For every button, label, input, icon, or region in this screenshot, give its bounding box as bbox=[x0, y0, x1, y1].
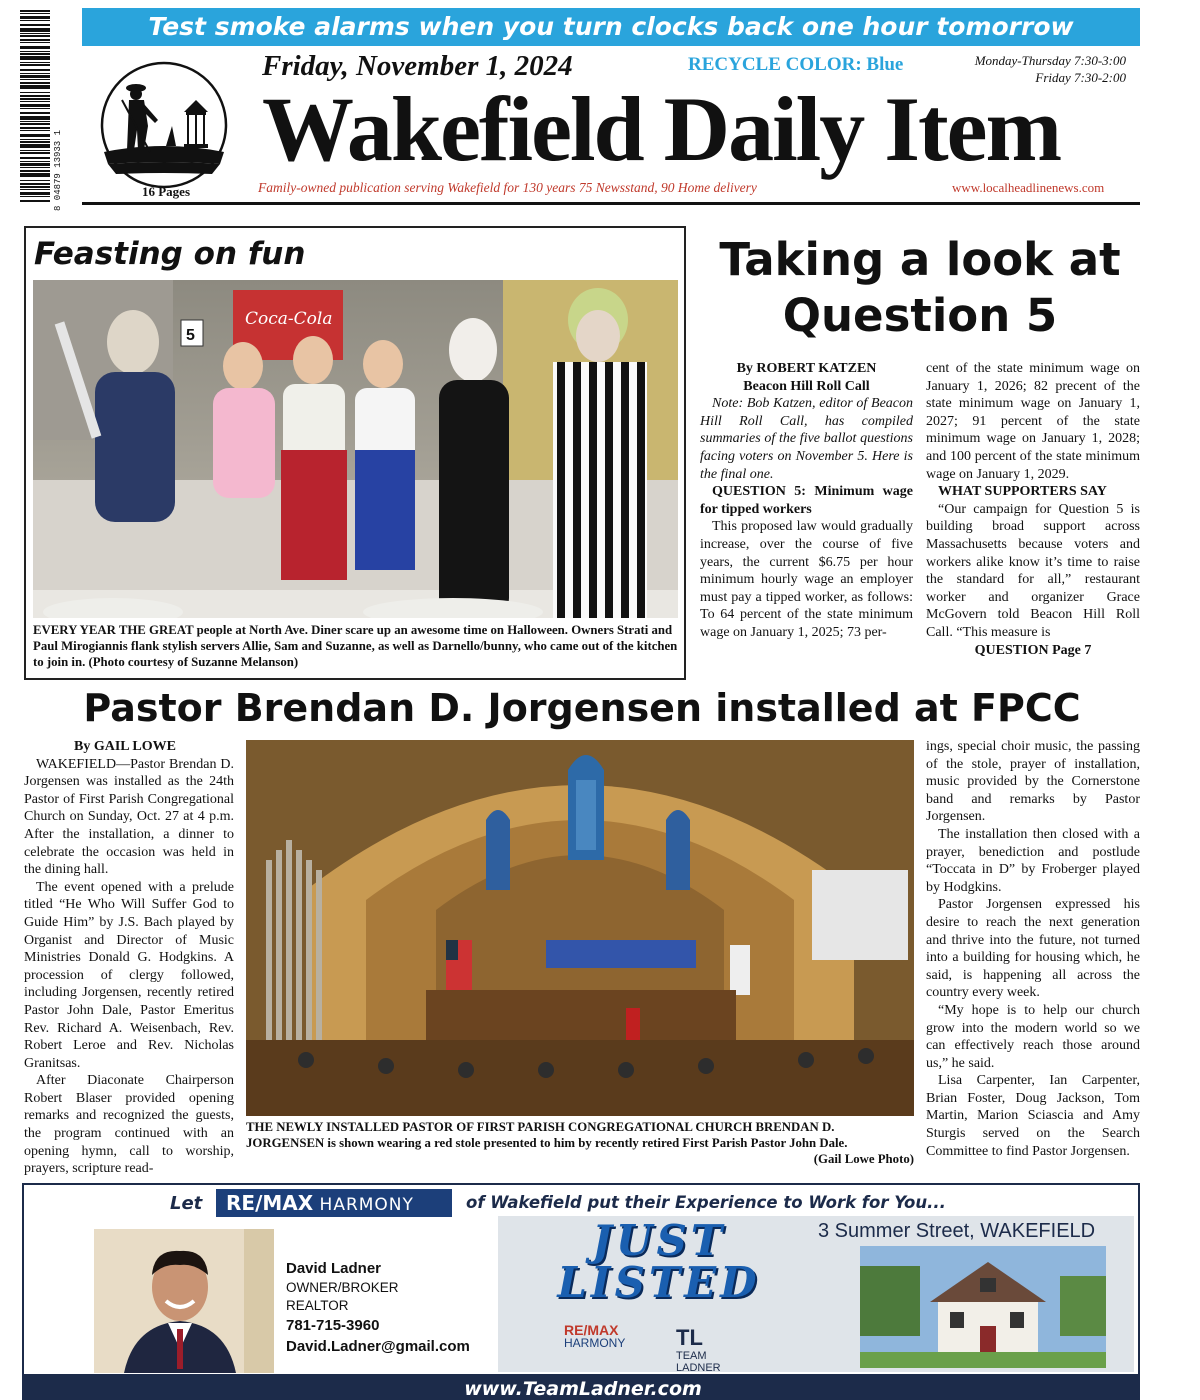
table-number: 5 bbox=[186, 327, 195, 344]
agent-role: REALTOR bbox=[286, 1298, 349, 1313]
church-caption bbox=[246, 1119, 914, 1167]
question5-byline: By ROBERT KATZEN bbox=[736, 361, 877, 376]
just-listed-panel bbox=[498, 1216, 1134, 1372]
hours-friday: Friday 7:30-2:00 bbox=[1035, 70, 1126, 85]
agent-photo bbox=[94, 1229, 274, 1373]
pastor-para-8: Lisa Carpenter, Ian Carpenter, Brian Foster, Doug Jackson, Tom Martin, Marion Sciascia and Amy Sturgis served on the Search Committee to find Pastor Jorgensen. bbox=[926, 1073, 1140, 1159]
question5-jump[interactable]: QUESTION Page 7 bbox=[974, 642, 1092, 658]
pastor-para-2: The event opened with a prelude titled “He Who Will Suffer God to Guide Him” by J.S. Bach played by Organist and Director of Music Ministries Donald G. Hodgkins. A procession of clergy followed, including Jorgensen, recently retired Pastor John Dale, Pastor Emeritus Rev. Richard A. Weisenbach, Rev. Robert Leroe and Rev. Nicholas Granitsas. bbox=[24, 879, 234, 1071]
website-link[interactable]: www.localheadlinenews.com bbox=[952, 180, 1105, 195]
feature-box bbox=[24, 226, 686, 680]
hours-weekdays: Monday-Thursday 7:30-3:00 bbox=[974, 53, 1126, 68]
agent-email[interactable]: David.Ladner@gmail.com bbox=[286, 1338, 470, 1355]
smoke-alarm-banner: Test smoke alarms when you turn clocks back one hour tomorrow bbox=[82, 8, 1140, 46]
question5-note: Note: Bob Katzen, editor of Beacon Hill Roll Call, has compiled summaries of the five ballot questions facing voters on November 5. Here is the final one. bbox=[700, 396, 913, 482]
team-ladner-url[interactable]: www.TeamLadner.com bbox=[24, 1374, 1140, 1400]
team-word: TEAM bbox=[676, 1350, 707, 1362]
house-photo bbox=[860, 1246, 1106, 1368]
question5-para-2: cent of the state minimum wage on January 1, 2026; 82 precent of the state minimum wage on January 1, 2027; 91 percent of the state minimum wage on January 1, 2028; and 100 percent of the state minimum wage on January 1, 2029. bbox=[926, 361, 1140, 482]
barcode-digits: 8 04879 13933 1 bbox=[53, 129, 63, 211]
mini-remax: RE/MAX bbox=[564, 1322, 619, 1338]
feature-title: Feasting on fun bbox=[34, 236, 306, 272]
question5-supporters-subhead: WHAT SUPPORTERS SAY bbox=[938, 484, 1107, 500]
church-caption-text: THE NEWLY INSTALLED PASTOR OF FIRST PARISH CONGREGATIONAL CHURCH BRENDAN D. JORGENSEN is shown wearing a red stole presented to him by recently retired First Parish Pastor John Dale. bbox=[246, 1120, 848, 1150]
team-initials: TL bbox=[676, 1325, 703, 1350]
question5-column-2 bbox=[926, 360, 1140, 659]
pastor-column-3 bbox=[926, 738, 1140, 1160]
coca-cola-sign: Coca-Cola bbox=[245, 309, 333, 329]
feature-caption: EVERY YEAR THE GREAT people at North Ave. Diner scare up an awesome time on Halloween. Owners Strati and Paul Mirogiannis flank stylish servers Allie, Sam and Suzanne, as well as Darnello/bunny, who came out of the kitchen to join in. (Photo courtesy of Suzanne Melanson) bbox=[33, 623, 678, 669]
pastor-para-5: The installation then closed with a prayer, benediction and postlude “Toccata in D” by Froberger played by Hodgkins. bbox=[926, 826, 1140, 895]
ad-slogan: of Wakefield put their Experience to Work for You... bbox=[466, 1193, 946, 1212]
pastor-headline: Pastor Brendan D. Jorgensen installed at FPCC bbox=[83, 686, 1081, 730]
question5-para-3: “Our campaign for Question 5 is building broad support across Massachusetts because voters and workers alike know it’s time to raise the standard for all,” restaurant worker and organizer Grace McGovern told Beacon Hill Roll Call. “This measure is bbox=[926, 501, 1140, 640]
pastor-column-1 bbox=[24, 738, 234, 1178]
pastor-para-6: Pastor Jorgensen expressed his desire to reach the next generation and thrive into the future, not turned into a building for housing which, he said, is happening all across the country every week. bbox=[926, 897, 1140, 1001]
tagline: Family-owned publication serving Wakefield for 130 years 75 Newsstand, 90 Home delivery bbox=[258, 180, 757, 195]
church-photo bbox=[246, 740, 914, 1116]
team-ladner-logo bbox=[676, 1326, 721, 1374]
listed-word: LISTED bbox=[557, 1258, 761, 1307]
harmony-brand: HARMONY bbox=[319, 1195, 414, 1215]
recycle-color: RECYCLE COLOR: Blue bbox=[688, 54, 904, 75]
striped-suit bbox=[553, 362, 647, 618]
mini-harmony: HARMONY bbox=[564, 1336, 626, 1350]
question5-headline: Taking a look at Question 5 bbox=[719, 233, 1121, 342]
pastor-para-3: After Diaconate Chairperson Robert Blaser provided opening remarks and recognized the guests, the program continued with an opening hymn, call to worship, prayers, scripture read- bbox=[24, 1073, 234, 1177]
barcode bbox=[18, 6, 64, 216]
remax-advertisement[interactable] bbox=[22, 1183, 1140, 1400]
pastor-para-1: WAKEFIELD—Pastor Brendan D. Jorgensen was installed as the 24th Pastor of First Parish Congregational Church on Sunday, Oct. 27 at 4 p.m. After the installation, a dinner to celebrate the occasion was held in the dining hall. bbox=[24, 756, 234, 878]
halloween-photo bbox=[33, 280, 678, 618]
masthead-rule bbox=[82, 202, 1140, 205]
agent-info bbox=[286, 1259, 470, 1357]
photo-credit: (Gail Lowe Photo) bbox=[813, 1152, 914, 1166]
minuteman-logo bbox=[92, 60, 236, 190]
issue-date: Friday, November 1, 2024 bbox=[262, 50, 573, 82]
question5-byline-org: Beacon Hill Roll Call bbox=[743, 378, 870, 394]
pastor-para-4: ings, special choir music, the passing of the stole, prayer of installation, music provided by the Cornerstone band and remarks by Pastor Jorgensen. bbox=[926, 739, 1140, 825]
newspaper-title: Wakefield Daily Item bbox=[262, 78, 1061, 180]
just-word: JUST bbox=[591, 1216, 727, 1265]
pastor-byline: By GAIL LOWE bbox=[74, 739, 176, 754]
remax-mini-logo bbox=[564, 1324, 625, 1350]
question5-column-1 bbox=[700, 360, 913, 642]
remax-harmony-logo bbox=[216, 1189, 452, 1217]
agent-phone[interactable]: 781-715-3960 bbox=[286, 1317, 380, 1334]
ad-let: Let bbox=[170, 1193, 203, 1214]
page-count: 16 Pages bbox=[141, 184, 191, 199]
question5-subhead: QUESTION 5: Minimum wage for tipped workers bbox=[700, 484, 913, 517]
question5-para-1: This proposed law would gradually increase, over the course of five years, the current $6.75 per hour minimum hourly wage an employer must pay a tipped worker, as follows: To 64 percent of the state minimum wage on January 1, 2025; 73 per- bbox=[700, 519, 913, 640]
ladner-word: LADNER bbox=[676, 1362, 721, 1374]
just-listed-heading bbox=[514, 1216, 804, 1307]
agent-title: OWNER/BROKER bbox=[286, 1280, 399, 1295]
listing-address: 3 Summer Street, WAKEFIELD bbox=[818, 1220, 1096, 1242]
remax-brand: RE/MAX bbox=[226, 1191, 314, 1215]
pastor-para-7: “My hope is to help our church grow into the modern world so we can effectively reach those around us,” he said. bbox=[926, 1002, 1140, 1071]
agent-name: David Ladner bbox=[286, 1260, 382, 1277]
